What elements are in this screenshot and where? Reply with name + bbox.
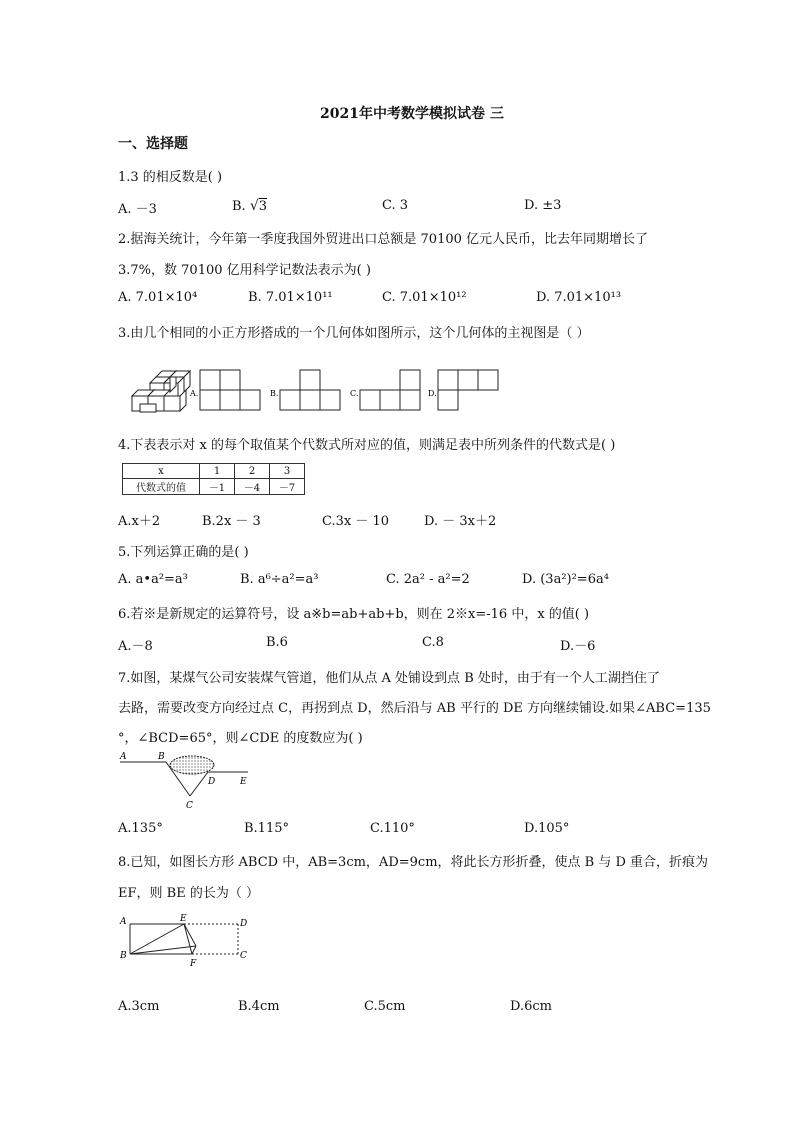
- question-2-options: [118, 290, 678, 308]
- option-a: A.－8: [118, 639, 153, 654]
- view-c: [360, 370, 420, 410]
- question-3-stem: 3.由几个相同的小正方形搭成的一个几何体如图所示，这个几何体的主视图是（ ）: [118, 326, 590, 341]
- table-cell: －7: [270, 479, 305, 495]
- question-6-stem: 6.若※是新规定的运算符号，设 a※b=ab+ab+b，则在 2※x=-16 中，x 的值( ): [118, 607, 590, 622]
- question-5-stem: 5.下列运算正确的是( ): [118, 545, 249, 560]
- question-1-options: [118, 198, 678, 216]
- point-e: E: [240, 777, 247, 787]
- question-7-stem-line3: °，∠BCD=65°，则∠CDE 的度数应为( ): [118, 731, 363, 746]
- question-4-options: [118, 510, 678, 528]
- solid-figure: [132, 371, 190, 412]
- point-c: C: [186, 801, 193, 811]
- question-7-options: [118, 821, 678, 839]
- option-d: D. (3a²)²=6a⁴: [522, 572, 609, 587]
- label-c: C.: [350, 389, 359, 398]
- option-d: D.6cm: [510, 999, 552, 1014]
- label-d: D.: [428, 389, 437, 398]
- point-b: B: [120, 951, 127, 961]
- option-b: B.4cm: [238, 999, 280, 1014]
- option-a: A.x＋2: [118, 514, 161, 529]
- option-d: D. 7.01×10¹³: [536, 290, 622, 305]
- point-f: F: [190, 959, 197, 969]
- page-title: 2021年中考数学模拟试卷 三: [320, 106, 504, 122]
- question-5-options: [118, 572, 678, 590]
- pipeline-figure: [116, 748, 256, 812]
- option-d: D. ±3: [524, 198, 562, 213]
- value-table: [122, 463, 305, 495]
- view-d: [438, 370, 498, 410]
- option-d: D.105°: [524, 821, 570, 836]
- point-d: D: [240, 919, 248, 929]
- table-cell: －1: [200, 479, 235, 495]
- question-8-stem-line2: EF，则 BE 的长为（ ）: [118, 886, 259, 901]
- question-3-figure: [120, 360, 510, 416]
- table-cell: －4: [235, 479, 270, 495]
- option-a: A. －3: [118, 202, 157, 217]
- option-c: C.110°: [370, 821, 415, 836]
- option-b: B. a⁶÷a²=a³: [240, 572, 319, 587]
- view-b: [280, 370, 340, 410]
- label-a: A.: [190, 389, 199, 398]
- question-8-stem-line1: 8.已知，如图长方形 ABCD 中，AB=3cm，AD=9cm，将此长方形折叠，使点 B 与 D 重合，折痕为: [118, 855, 709, 870]
- question-7-stem-line2: 去路，需要改变方向经过点 C，再拐到点 D，然后沿与 AB 平行的 DE 方向继续铺设.如果∠ABC=135: [118, 701, 711, 716]
- table-cell: 2: [235, 464, 270, 479]
- section-heading: 一、选择题: [118, 136, 188, 152]
- view-a: [200, 370, 260, 410]
- option-d: D. － 3x＋2: [424, 514, 497, 529]
- table-cell: x: [123, 464, 200, 479]
- point-e: E: [180, 914, 187, 924]
- option-b: B.115°: [244, 821, 289, 836]
- table-header-row: [123, 464, 305, 479]
- table-cell: 1: [200, 464, 235, 479]
- option-c: C.5cm: [364, 999, 406, 1014]
- point-d: D: [208, 777, 216, 787]
- option-c: C. 2a² - a²=2: [386, 572, 470, 587]
- question-4-stem: 4.下表表示对 x 的每个取值某个代数式所对应的值，则满足表中所列条件的代数式是( ): [118, 438, 616, 453]
- option-b: B.2x － 3: [202, 514, 261, 529]
- rectangle-fold-figure: [116, 912, 256, 976]
- question-1-stem: 1.3 的相反数是( ): [118, 170, 223, 185]
- point-a: A: [120, 752, 127, 762]
- option-a: A.3cm: [118, 999, 160, 1014]
- table-cell: 代数式的值: [123, 479, 200, 495]
- option-b: B. 7.01×10¹¹: [248, 290, 333, 305]
- option-c: C. 7.01×10¹²: [382, 290, 467, 305]
- option-d: D.－6: [560, 639, 596, 654]
- question-8-options: [118, 999, 678, 1017]
- option-a: A. a•a²=a³: [118, 572, 188, 587]
- question-2-stem-line1: 2.据海关统计，今年第一季度我国外贸进出口总额是 70100 亿元人民币，比去年同期增长了: [118, 232, 649, 247]
- point-c: C: [240, 951, 247, 961]
- option-a: A. 7.01×10⁴: [118, 290, 198, 305]
- option-a: A.135°: [118, 821, 163, 836]
- question-2-stem-line2: 3.7%，数 70100 亿用科学记数法表示为( ): [118, 263, 371, 278]
- option-b: B. √3: [232, 198, 268, 214]
- option-c: C.8: [422, 635, 444, 650]
- label-b: B.: [270, 389, 279, 398]
- sqrt-radicand: 3: [258, 199, 268, 214]
- table-row: [123, 479, 305, 495]
- option-b: B.6: [266, 635, 288, 650]
- table-cell: 3: [270, 464, 305, 479]
- option-c: C. 3: [382, 198, 409, 213]
- question-6-options: [118, 635, 678, 653]
- question-7-stem-line1: 7.如图，某煤气公司安装煤气管道，他们从点 A 处铺设到点 B 处时，由于有一个人工湖挡住了: [118, 671, 660, 686]
- option-c: C.3x － 10: [322, 514, 390, 529]
- point-a: A: [120, 917, 127, 927]
- point-b: B: [158, 752, 165, 762]
